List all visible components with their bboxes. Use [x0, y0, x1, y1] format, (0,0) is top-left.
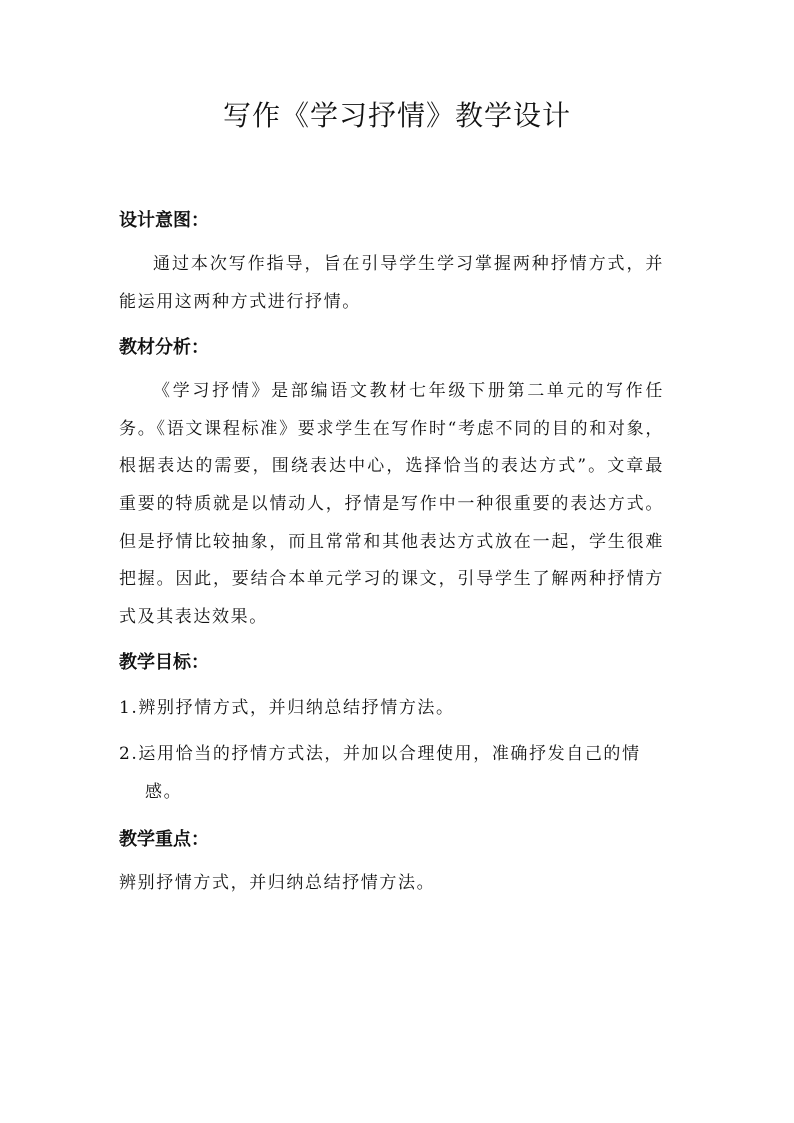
- section-heading: 教材分析：: [119, 337, 209, 359]
- list-item: 1.辨别抒情方式，并归纳总结抒情方法。: [119, 698, 455, 719]
- section-teaching-focus: [119, 819, 664, 903]
- document-title: 写作《学习抒情》教学设计: [222, 99, 571, 132]
- section-heading: 设计意图：: [119, 210, 209, 231]
- section-paragraph: 通过本次写作指导，旨在引导学生学习掌握两种抒情方式，并能运用这两种方式进行抒情。: [119, 254, 664, 312]
- section-heading: 教学重点：: [119, 829, 209, 851]
- section-teaching-goals: [119, 642, 664, 811]
- section-heading: 教学目标：: [119, 652, 209, 674]
- section-design-intent: [119, 200, 664, 321]
- list-item: 2.运用恰当的抒情方式法，并加以合理使用，准确抒发自己的情感。: [119, 743, 641, 802]
- document-content: [119, 200, 664, 909]
- section-paragraph: 《学习抒情》是部编语文教材七年级下册第二单元的写作任务。《语文课程标准》要求学生在写作时“考虑不同的目的和对象，根据表达的需要，围绕表达中心，选择恰当的表达方式”。文章最重要的特质就是以情动人，抒情是写作中一种很重要的表达方式。但是抒情比较抽象，而且常常和其他表达方式放在一起，学生很难把握。因此，要结合本单元学习的课文，引导学生了解两种抒情方式及其表达效果。: [119, 381, 664, 627]
- section-paragraph: 辨别抒情方式，并归纳总结抒情方法。: [119, 873, 436, 894]
- section-textbook-analysis: [119, 327, 664, 636]
